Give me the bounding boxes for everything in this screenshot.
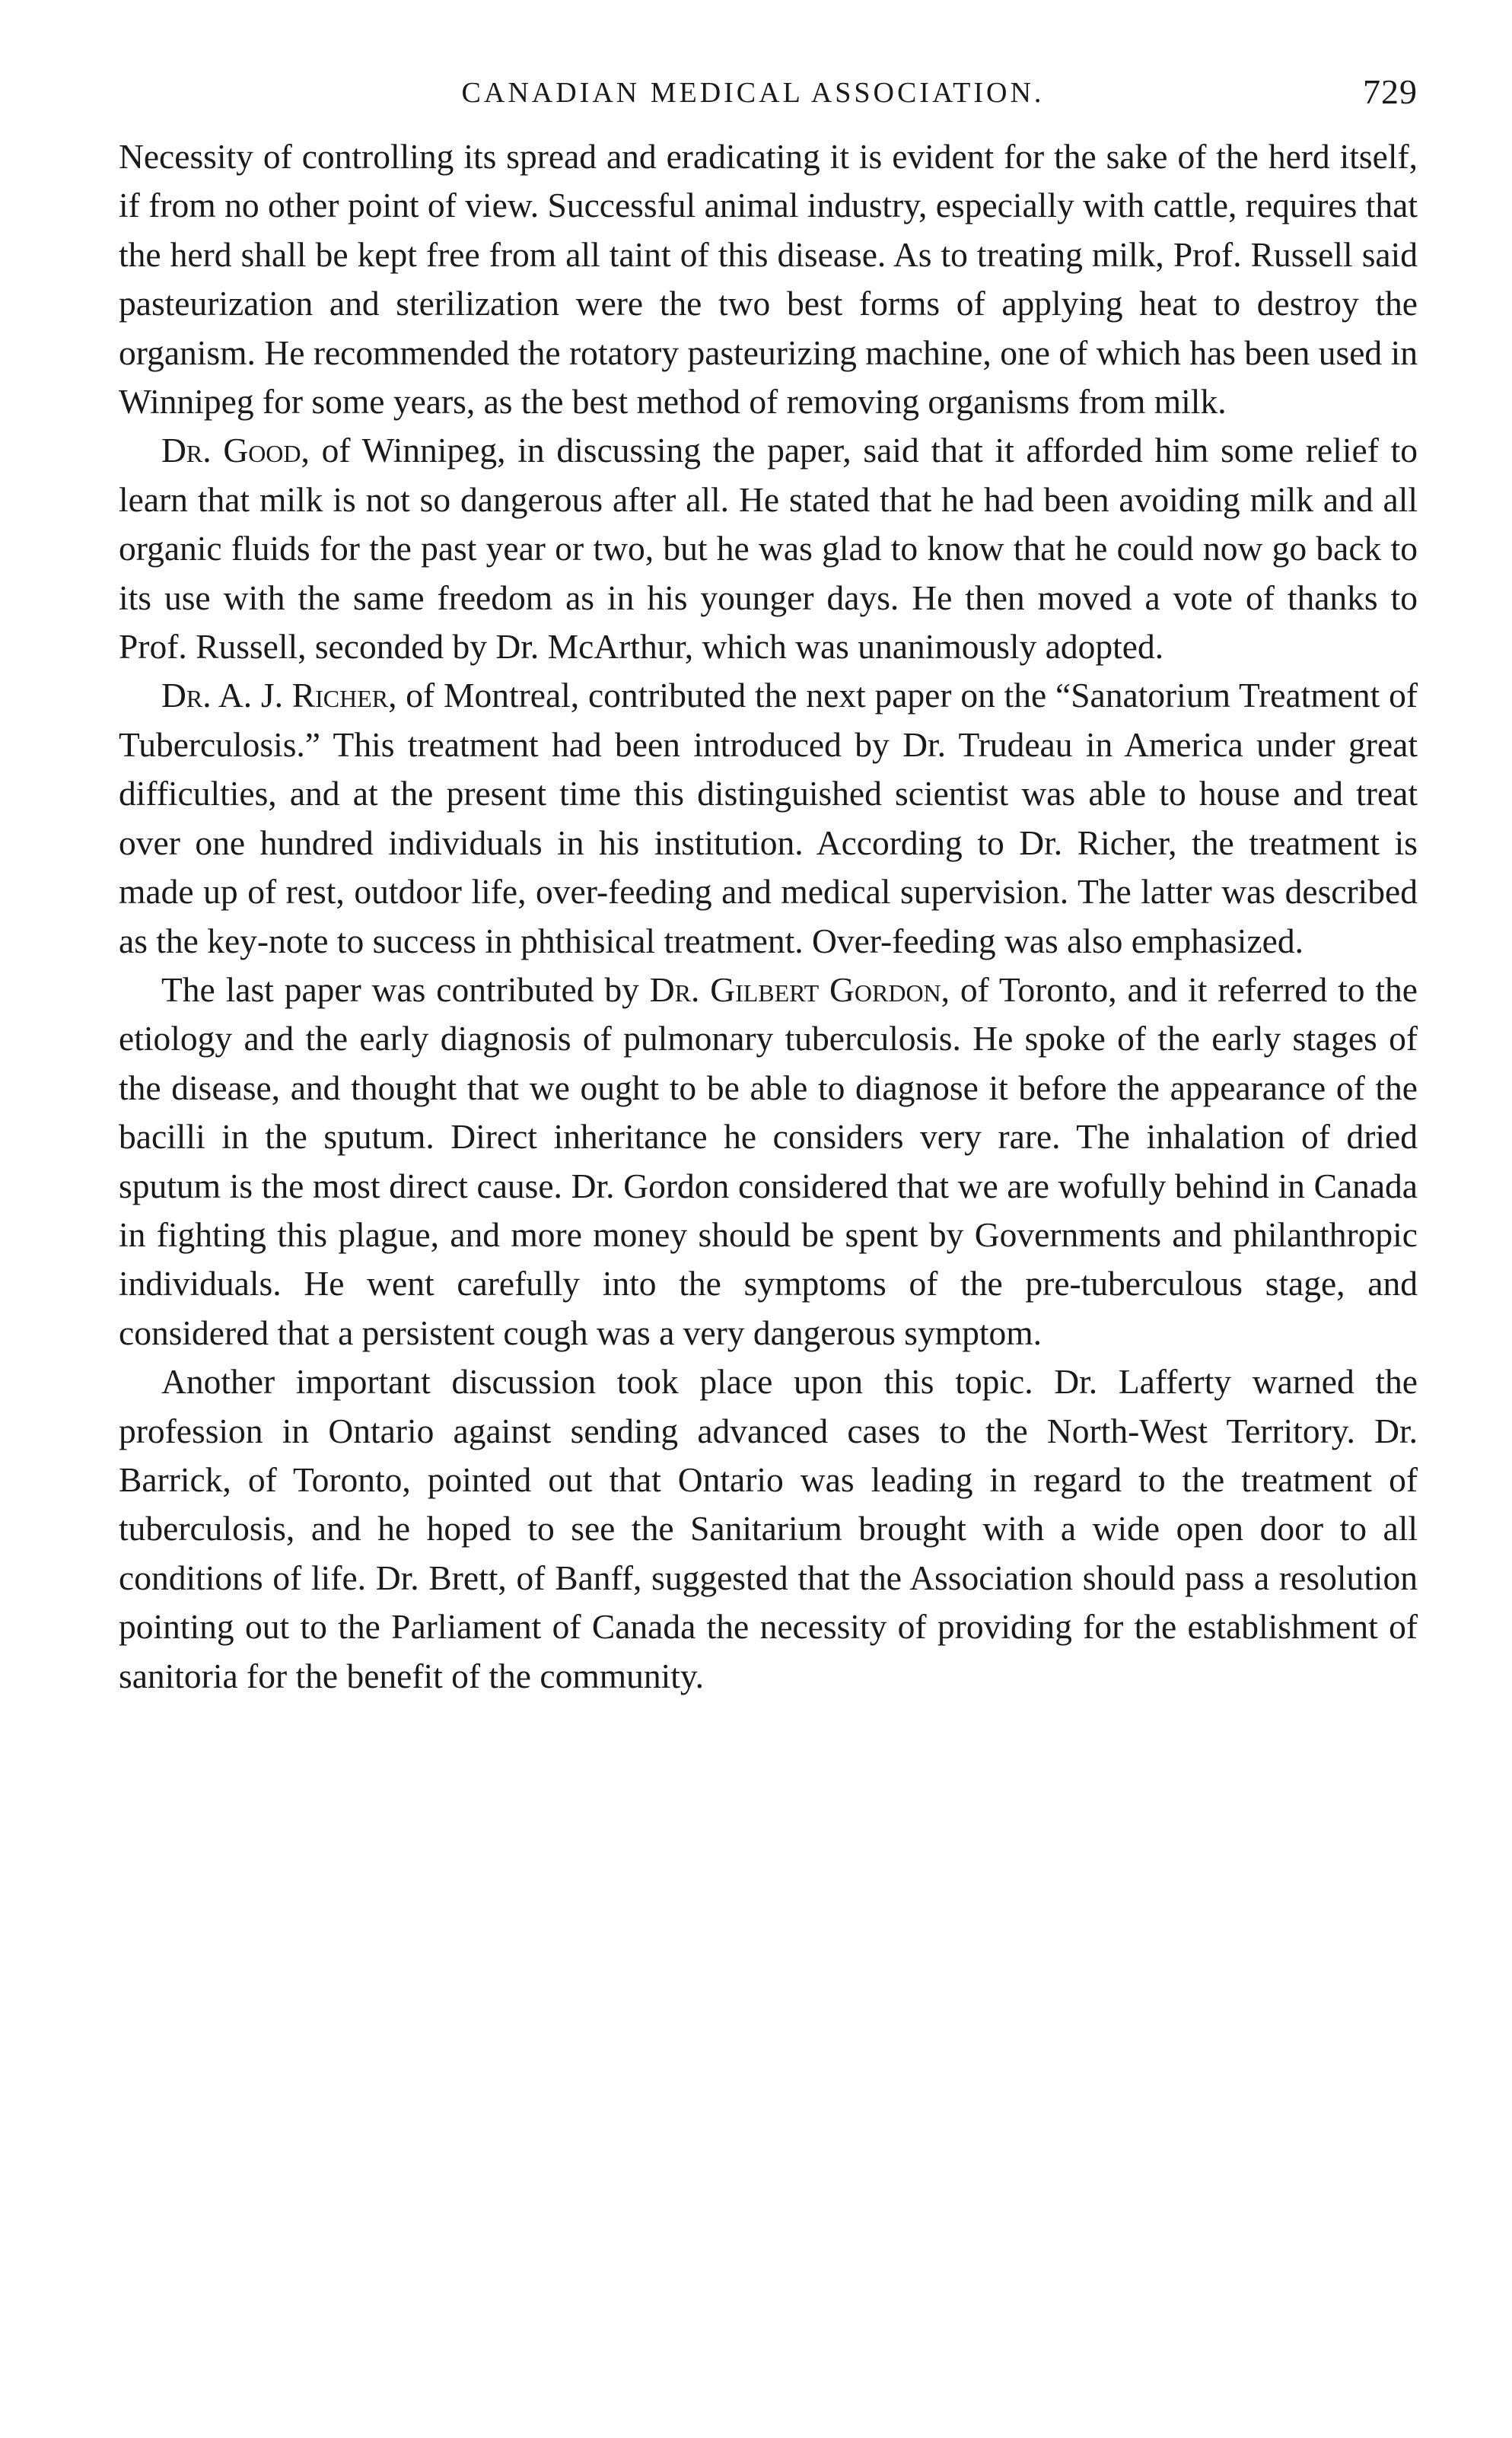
running-head [119, 72, 1418, 122]
paragraph [119, 132, 1418, 426]
paragraph [119, 426, 1418, 671]
paragraph-text: Another important discussion took place upon this topic. Dr. Lafferty warned the profession in Ontario against sending advanced cases to the North-West Territory. Dr. Barrick, of Toronto, pointed out that Ontario was leading in regard to the treatment of tuberculosis, and he hoped to see the Sanitarium brought with a wide open door to all conditions of life. Dr. Brett, of Banff, suggested that the Association should pass a resolution pointing out to the Parliament of Canada the necessity of providing for the establishment of sanitoria for the benefit of the community. [119, 1362, 1418, 1695]
paragraph [119, 966, 1418, 1357]
paragraph [119, 671, 1418, 965]
paragraph-text: , of Winnipeg, in discussing the paper, said that it afforded him some relief to learn that milk is not so dangerous after all. He stated that he had been avoiding milk and all organic fluids for the past year or two, but he was glad to know that he could now go back to its use with the same freedom as in his younger days. He then moved a vote of thanks to Prof. Russell, seconded by Dr. McArthur, which was unanimously adopted. [119, 431, 1418, 667]
body-text [119, 132, 1418, 1701]
paragraph-text: , of Toronto, and it referred to the etiology and the early diagnosis of pulmonary tuberculosis. He spoke of the early stages of the disease, and thought that we ought to be able to diagnose it before the appearance of the bacilli in the sputum. Direct inheritance he considers very rare. The inhalation of dried sputum is the most direct cause. Dr. Gordon considered that we are wofully behind in Canada in fighting this plague, and more money should be spent by Governments and philanthropic individuals. He went carefully into the symptoms of the pre-tuberculous stage, and considered that a persistent cough was a very dangerous symptom. [119, 969, 1418, 1352]
speaker-name: Dr. A. J. Richer [161, 676, 389, 715]
paragraph [119, 1357, 1418, 1701]
page-number: 729 [1363, 72, 1418, 111]
paragraph-text-intro: The last paper was contributed by [161, 969, 650, 1009]
speaker-name: Dr. Gilbert Gordon [649, 969, 941, 1009]
paragraph-text: Necessity of controlling its spread and eradicating it is evident for the sake of the herd itself, if from no other point of view. Successful animal industry, especially with cattle, requires that the herd shall be kept free from all taint of this disease. As to treating milk, Prof. Russell said pasteurization and sterilization were the two best forms of applying heat to destroy the organism. He recommended the rotatory pasteurizing machine, one of which has been used in Winnipeg for some years, as the best method of removing organisms from milk. [119, 137, 1418, 422]
speaker-name: Dr. Good [161, 431, 301, 470]
running-head-title: CANADIAN MEDICAL ASSOCIATION. [461, 77, 1045, 109]
paragraph-text: , of Montreal, contributed the next paper on the “Sanatorium Treatment of Tuberculosis.” This treatment had been introduced by Dr. Trudeau in America under great difficulties, and at the present time this distinguished scientist was able to house and treat over one hundred individuals in his institution. According to Dr. Richer, the treatment is made up of rest, outdoor life, over-feeding and medical supervision. The latter was described as the key-note to success in phthisical treatment. Over-feeding was also emphasized. [119, 676, 1418, 960]
